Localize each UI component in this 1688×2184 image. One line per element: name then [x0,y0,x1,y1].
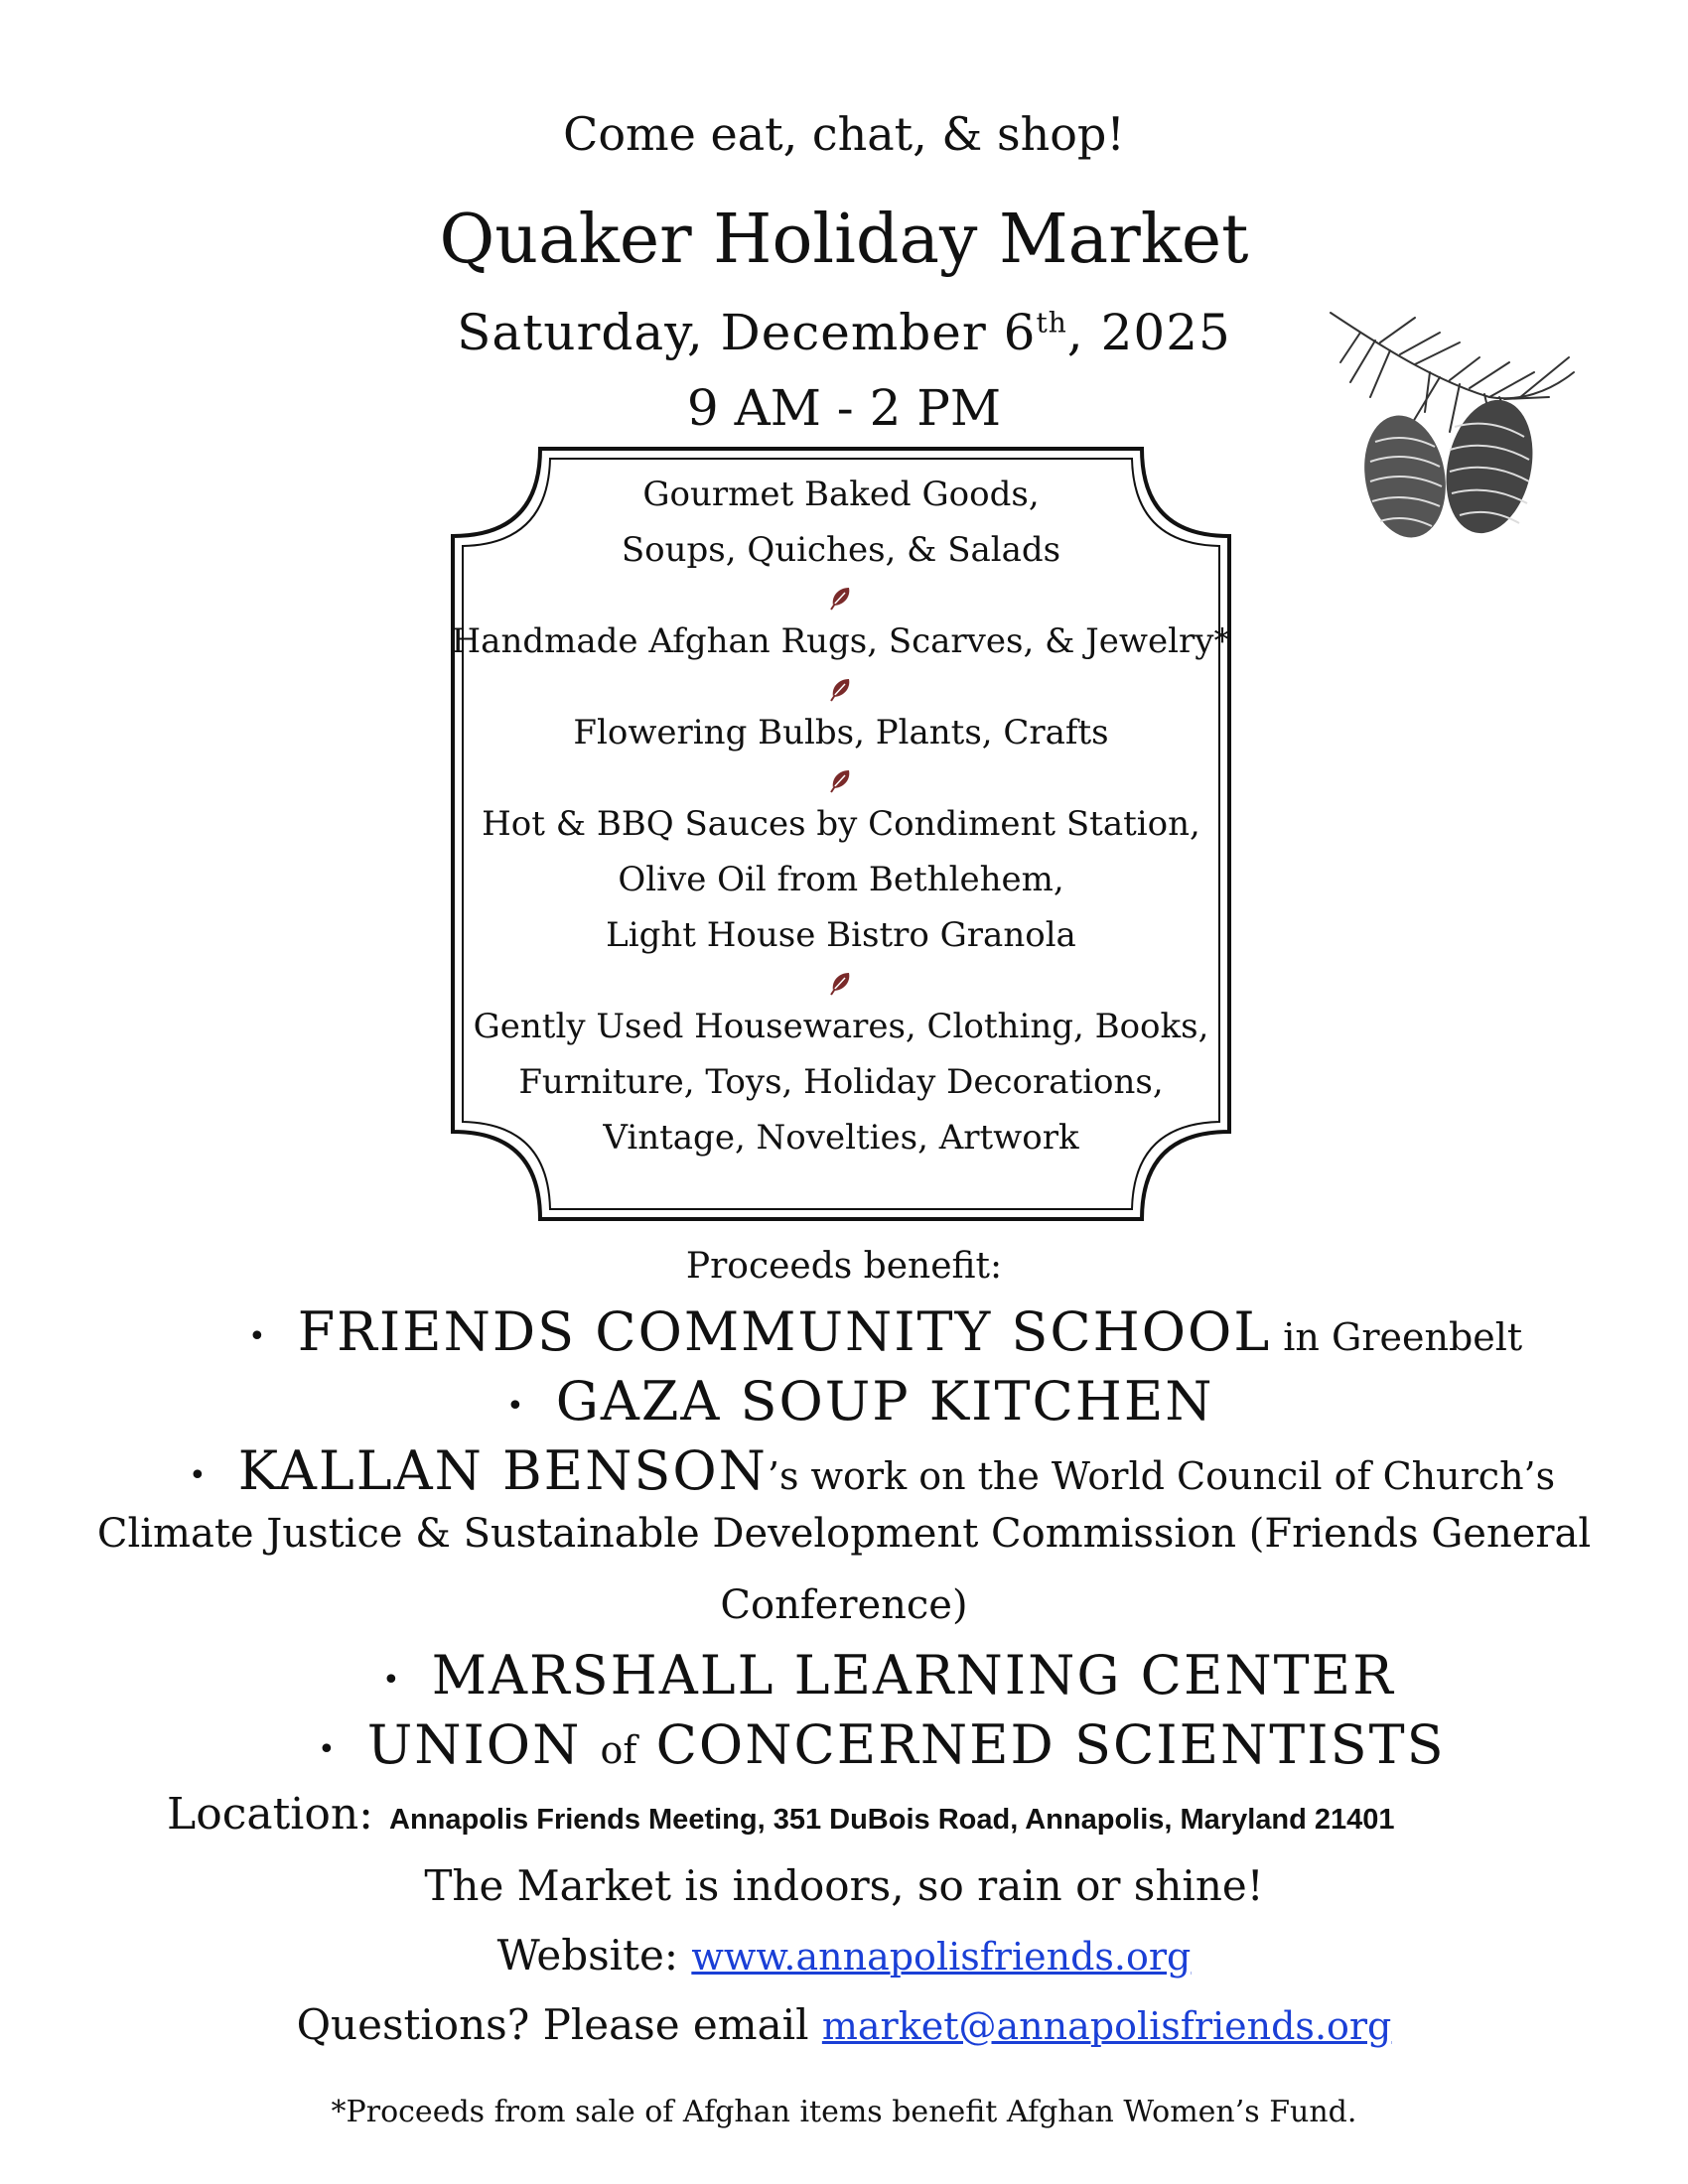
date-suffix: , 2025 [1066,304,1231,361]
beneficiary-name: FRIENDS COMMUNITY SCHOOL [297,1300,1272,1363]
proceeds-heading: Proceeds benefit: [685,1246,1003,1287]
questions [0,2000,1688,2049]
offering-line: Gourmet Baked Goods, [642,475,1040,514]
offering-line: Hot & BBQ Sauces by Condiment Station, [482,804,1200,844]
offering-line: Gently Used Housewares, Clothing, Books, [473,1007,1209,1046]
leaf-icon [449,760,1233,796]
website-label: Website: [496,1931,692,1979]
location-label: Location: [167,1789,373,1840]
offerings-list [449,467,1233,1165]
beneficiary-suffix: ’s work on the World Council of Church’s [767,1454,1556,1498]
date-ordinal: th [1036,306,1067,340]
offering-line: Olive Oil from Bethlehem, [618,860,1064,899]
footnote: *Proceeds from sale of Afghan items benefit Afghan Women’s Fund. [331,2095,1357,2129]
event-hours: 9 AM - 2 PM [686,379,1002,437]
beneficiary-name: GAZA SOUP KITCHEN [555,1370,1214,1433]
email-link[interactable]: market@annapolisfriends.org [821,2004,1392,2048]
leaf-icon [449,669,1233,705]
offering-line: Furniture, Toys, Holiday Decorations, [518,1062,1164,1102]
location-address: Annapolis Friends Meeting, 351 DuBois Road, Annapolis, Maryland 21401 [389,1804,1395,1836]
beneficiary-gaza-soup-kitchen [506,1370,1214,1433]
beneficiary-suffix: in Greenbelt [1271,1315,1523,1359]
beneficiary-kallan-benson [189,1439,1555,1502]
beneficiary-name: KALLAN BENSON [237,1439,768,1502]
indoors-note: The Market is indoors, so rain or shine! [424,1861,1264,1910]
offering-line: Handmade Afghan Rugs, Scarves, & Jewelry* [451,621,1231,661]
beneficiary-union-of-concerned-scientists [318,1713,1446,1776]
beneficiary-name: CONCERNED SCIENTISTS [636,1713,1446,1776]
website-link[interactable]: www.annapolisfriends.org [691,1935,1192,1979]
bullet: • [189,1457,209,1493]
page-title: Quaker Holiday Market [439,201,1249,279]
questions-label: Questions? Please email [296,2000,822,2049]
leaf-icon [449,963,1233,999]
location [167,1789,1395,1840]
bullet: • [248,1318,268,1354]
beneficiary-continuation: Conference) [720,1582,968,1628]
beneficiary-continuation: Climate Justice & Sustainable Development Commission (Friends General [96,1511,1592,1557]
leaf-icon [449,578,1233,614]
beneficiary-name-mid: of [600,1728,637,1772]
date-prefix: Saturday, December 6 [457,304,1037,361]
bullet: • [506,1388,526,1424]
beneficiary-name: UNION [366,1713,601,1776]
offering-line: Flowering Bulbs, Plants, Crafts [573,713,1109,752]
beneficiary-marshall-learning-center [382,1644,1395,1706]
beneficiary-friends-community-school [248,1300,1522,1363]
bullet: • [318,1731,338,1767]
offering-line: Vintage, Novelties, Artwork [603,1118,1079,1158]
tagline: Come eat, chat, & shop! [563,107,1125,161]
offering-line: Soups, Quiches, & Salads [621,530,1061,570]
website [0,1931,1688,1979]
bullet: • [382,1662,402,1698]
beneficiary-name: MARSHALL LEARNING CENTER [431,1644,1395,1706]
pinecone-illustration [1321,303,1579,566]
offering-line: Light House Bistro Granola [606,915,1076,955]
